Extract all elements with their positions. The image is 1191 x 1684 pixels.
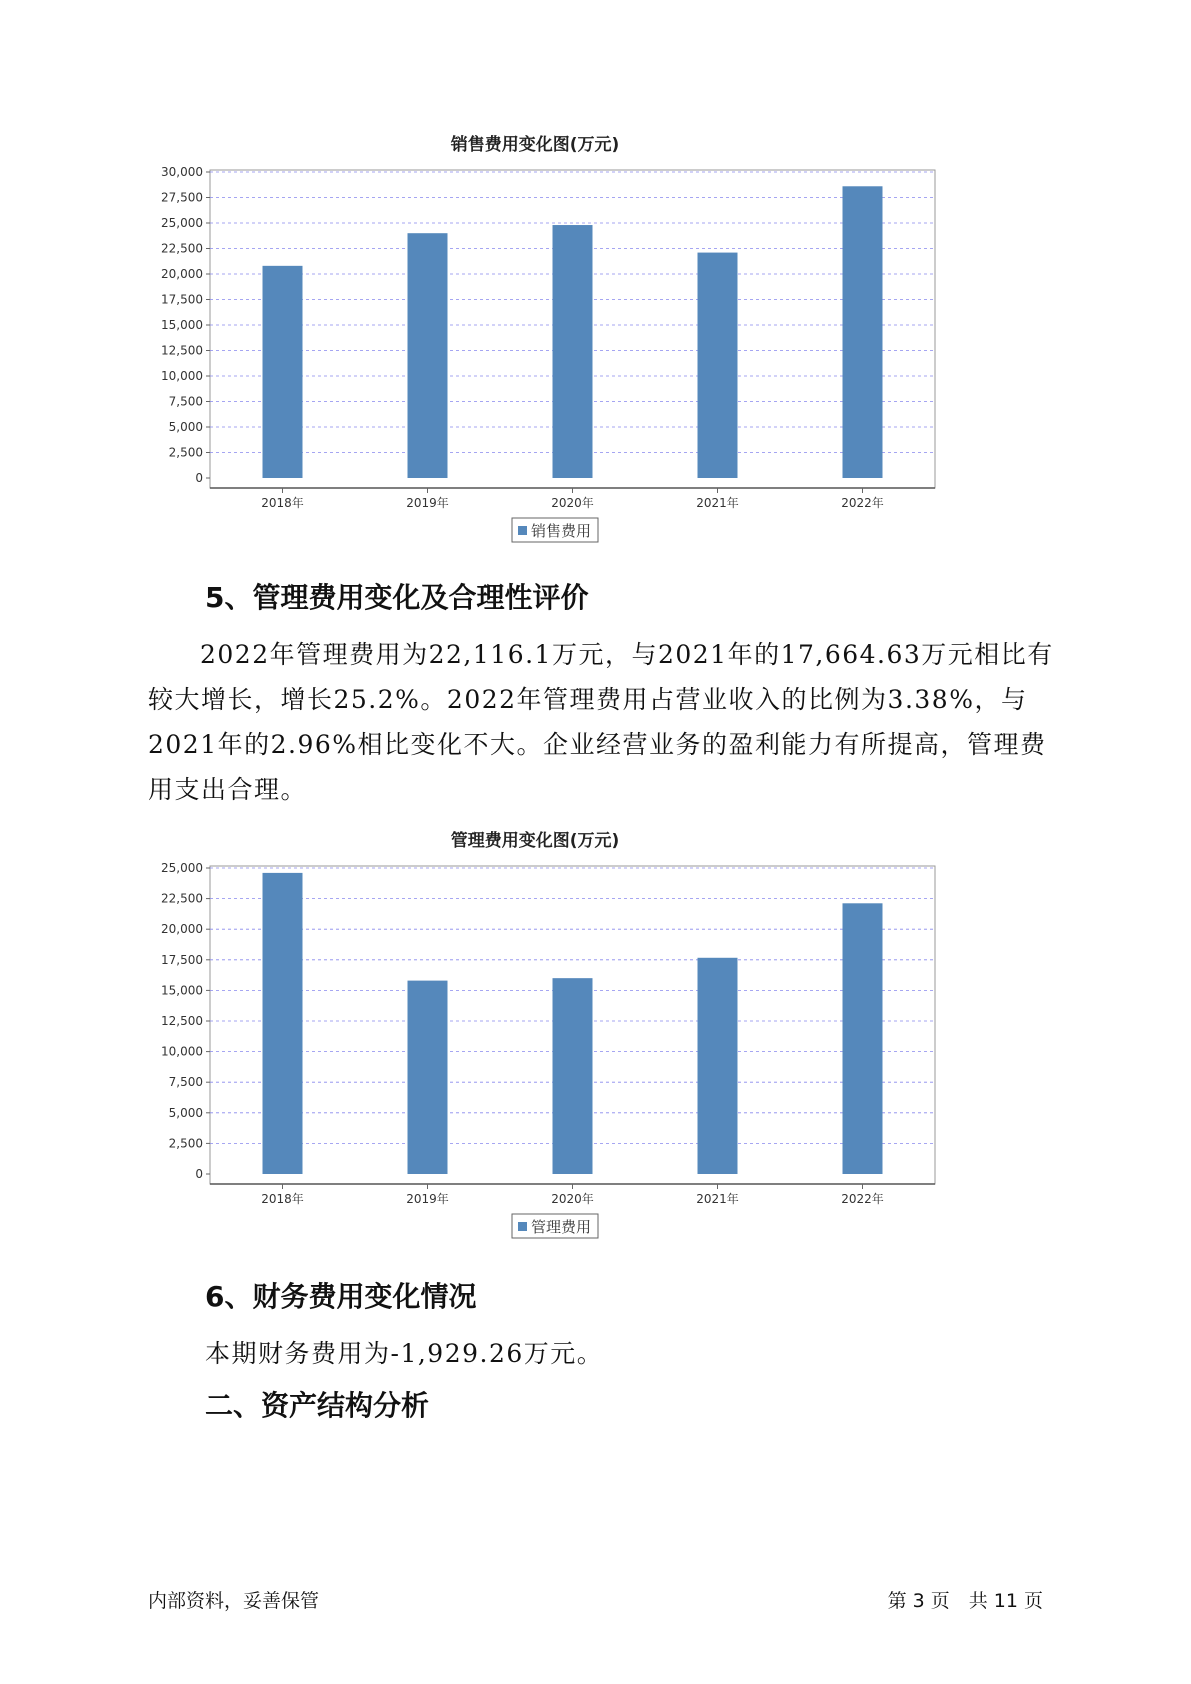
y-tick-label: 2,500 bbox=[168, 445, 203, 460]
x-tick-label: 2018年 bbox=[261, 496, 304, 510]
x-tick-label: 2021年 bbox=[696, 496, 739, 510]
y-tick-label: 0 bbox=[195, 1167, 203, 1181]
y-tick-label: 25,000 bbox=[161, 216, 203, 230]
y-tick-label: 17,500 bbox=[161, 952, 203, 967]
x-tick-label: 2018年 bbox=[261, 1192, 304, 1206]
section6-text: 本期财务费用为-1,929.26万元。 bbox=[205, 1339, 604, 1368]
bar-2020年 bbox=[553, 225, 593, 478]
y-tick-label: 7,500 bbox=[168, 1075, 203, 1090]
legend-swatch bbox=[518, 1222, 527, 1231]
sales-expense-chart-svg bbox=[150, 130, 1040, 550]
y-tick-label: 12,500 bbox=[161, 1014, 203, 1028]
section5-heading: 5、管理费用变化及合理性评价 bbox=[205, 581, 589, 614]
y-tick-label: 5,000 bbox=[168, 1105, 203, 1120]
bar-2019年 bbox=[408, 233, 448, 478]
y-tick-label: 2,500 bbox=[168, 1136, 203, 1151]
bar-2020年 bbox=[553, 978, 593, 1174]
admin-expense-chart-svg bbox=[150, 826, 1040, 1246]
y-tick-label: 22,500 bbox=[161, 891, 203, 906]
y-tick-label: 25,000 bbox=[161, 861, 203, 875]
chart-title: 销售费用变化图(万元) bbox=[450, 135, 620, 155]
x-tick-label: 2022年 bbox=[841, 1192, 884, 1206]
y-tick-label: 17,500 bbox=[161, 292, 203, 307]
y-tick-label: 12,500 bbox=[161, 343, 203, 358]
y-tick-label: 5,000 bbox=[168, 420, 203, 434]
section-two-heading: 二、资产结构分析 bbox=[205, 1389, 430, 1422]
bar-2022年 bbox=[843, 903, 883, 1174]
chart-legend bbox=[512, 1214, 598, 1238]
y-tick-label: 0 bbox=[195, 471, 203, 485]
x-tick-label: 2020年 bbox=[551, 1192, 594, 1206]
legend-label: 销售费用 bbox=[531, 522, 592, 540]
x-tick-label: 2019年 bbox=[406, 1192, 449, 1206]
x-tick-label: 2019年 bbox=[406, 496, 449, 510]
admin-expense-chart bbox=[150, 826, 1040, 1246]
y-tick-label: 20,000 bbox=[161, 267, 203, 281]
y-tick-label: 20,000 bbox=[161, 922, 203, 937]
y-tick-label: 15,000 bbox=[161, 318, 203, 332]
x-tick-label: 2021年 bbox=[696, 1192, 739, 1206]
sales-expense-chart bbox=[150, 130, 1040, 550]
legend-label: 管理费用 bbox=[531, 1218, 592, 1236]
footer-confidential: 内部资料，妥善保管 bbox=[148, 1590, 320, 1612]
bar-2018年 bbox=[263, 873, 303, 1174]
footer-page-number: 第 3 页 共 11 页 bbox=[887, 1590, 1043, 1612]
legend-swatch bbox=[518, 526, 527, 535]
bar-2018年 bbox=[263, 266, 303, 478]
y-tick-label: 10,000 bbox=[161, 1044, 203, 1059]
y-tick-label: 15,000 bbox=[161, 983, 203, 998]
section6-heading: 6、财务费用变化情况 bbox=[205, 1280, 477, 1313]
bar-2019年 bbox=[408, 981, 448, 1174]
x-tick-label: 2022年 bbox=[841, 496, 884, 510]
y-tick-label: 10,000 bbox=[161, 369, 203, 383]
bar-2021年 bbox=[698, 253, 738, 478]
chart-legend bbox=[512, 518, 598, 542]
y-tick-label: 7,500 bbox=[168, 394, 203, 409]
bar-2022年 bbox=[843, 186, 883, 478]
section5-paragraph: 2022年管理费用为22,116.1万元，与2021年的17,664.63万元相比有较大增长，增长25.2%。2022年管理费用占营业收入的比例为3.38%，与2021年的2.96%相比变化不大。企业经营业务的盈利能力有所提高，管理费用支出合理。 bbox=[148, 640, 1054, 804]
y-tick-label: 27,500 bbox=[161, 190, 203, 205]
y-tick-label: 22,500 bbox=[161, 241, 203, 256]
bar-2021年 bbox=[698, 958, 738, 1174]
chart-title: 管理费用变化图(万元) bbox=[450, 831, 620, 851]
y-tick-label: 30,000 bbox=[161, 165, 203, 179]
x-tick-label: 2020年 bbox=[551, 496, 594, 510]
